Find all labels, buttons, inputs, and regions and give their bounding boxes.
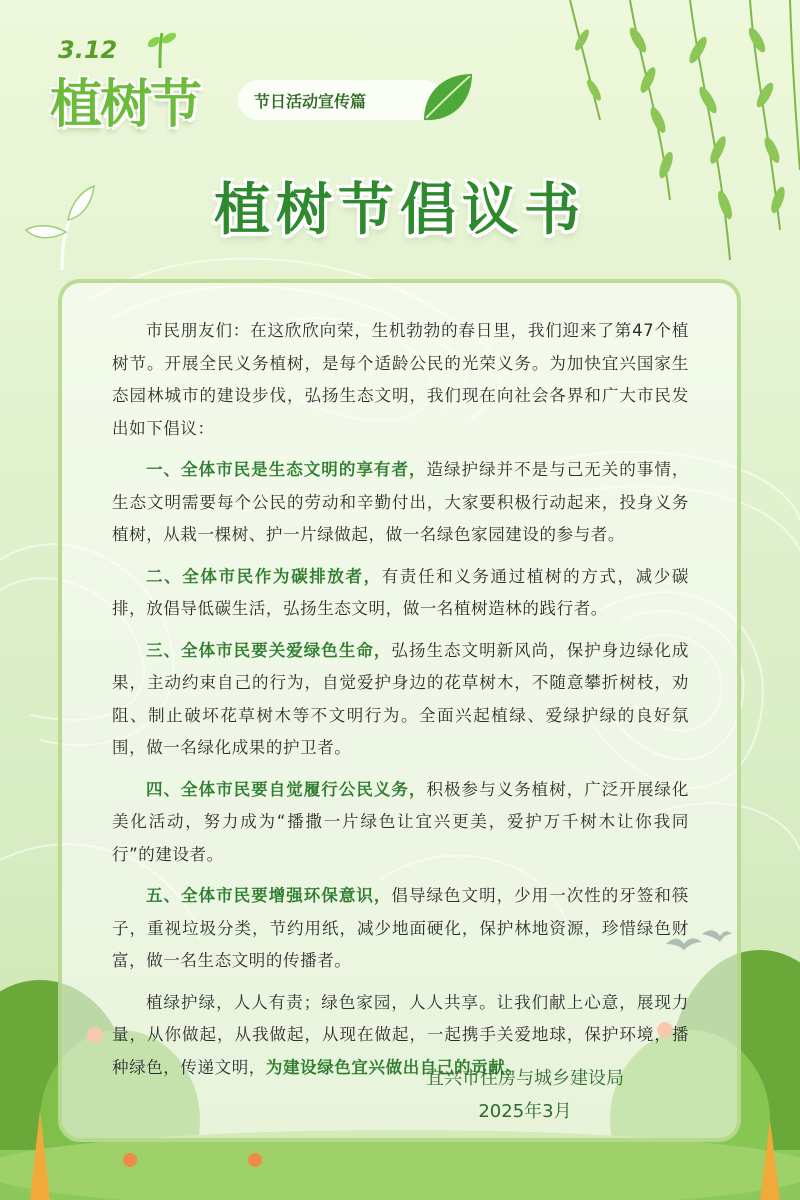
logo-subtitle-badge xyxy=(238,80,444,120)
logo-title: 植树节 xyxy=(50,75,201,135)
page-title: 植树节倡议书 xyxy=(214,178,586,243)
logo-date: 3.12 xyxy=(58,36,118,64)
festival-logo xyxy=(40,28,480,138)
proposal-item-1-body: 造绿护绿并不是与己无关的事情，生态文明需要每个公民的劳动和辛勤付出，大家要积极行动起来，投身义务植树，从栽一棵树、护一片绿做起，做一名绿色家园建设的参与者。 xyxy=(112,460,689,544)
logo-subtitle: 节日活动宣传篇 xyxy=(254,91,367,111)
leaf-icon xyxy=(420,72,474,124)
proposal-item-2-lead: 二、全体市民作为碳排放者， xyxy=(146,566,382,586)
proposal-item-4-body: 积极参与义务植树，广泛开展绿化美化活动，努力成为“播撒一片绿色让宜兴更美，爱护万千树木让你我同行”的建设者。 xyxy=(112,779,689,864)
proposal-item-1-lead: 一、全体市民是生态文明的享有者， xyxy=(146,460,427,479)
signature-date: 2025年3月 xyxy=(478,1101,572,1122)
willow-branches-decoration xyxy=(470,0,800,300)
proposal-item-3-lead: 三、全体市民要关爱绿色生命， xyxy=(146,640,392,660)
intro-paragraph xyxy=(112,315,689,445)
proposal-item-3 xyxy=(112,635,689,765)
proposal-item-1 xyxy=(112,454,689,552)
proposal-item-2-body: 有责任和义务通过植树的方式，减少碳排，放倡导低碳生活，弘扬生态文明，做一名植树造林的践行者。 xyxy=(112,566,689,618)
signature-organization: 宜兴市住房与城乡建设局 xyxy=(426,1068,624,1089)
closing-text: 植绿护绿，人人有责；绿色家园，人人共享。让我们献上心意，展现力量，从你做起，从我做起，从现在做起，一起携手关爱地球，保护环境，播种绿色，传递文明， xyxy=(112,992,689,1077)
proposal-item-3-body: 弘扬生态文明新风尚，保护身边绿化成果，主动约束自己的行为，自觉爱护身边的花草树木，不随意攀折树枝，劝阻、制止破坏花草树木等不文明行为。全面兴起植绿、爱绿护绿的良好氛围，做一名绿化成果的护卫者。 xyxy=(112,640,689,757)
proposal-item-2 xyxy=(112,561,689,626)
closing-highlight: 为建设绿色宜兴做出自己的贡献。 xyxy=(265,1057,523,1077)
proposal-letter-card xyxy=(58,279,741,1142)
proposal-item-4-lead: 四、全体市民要自觉履行公民义务， xyxy=(146,779,427,799)
proposal-item-4 xyxy=(112,774,689,872)
proposal-item-5-lead: 五、全体市民要增强环保意识， xyxy=(146,886,392,905)
proposal-item-5 xyxy=(112,880,689,978)
proposal-item-5-body: 倡导绿色文明，少用一次性的牙签和筷子，重视垃圾分类，节约用纸，减少地面硬化，保护林地资源，珍惜绿色财富，做一名生态文明的传播者。 xyxy=(112,886,689,970)
intro-text: 市民朋友们：在这欣欣向荣，生机勃勃的春日里，我们迎来了第47个植树节。开展全民义务植树，是每个适龄公民的光荣义务。为加快宜兴国家生态园林城市的建设步伐，弘扬生态文明，我们现在向社会各界和广大市民发出如下倡议： xyxy=(112,321,689,438)
